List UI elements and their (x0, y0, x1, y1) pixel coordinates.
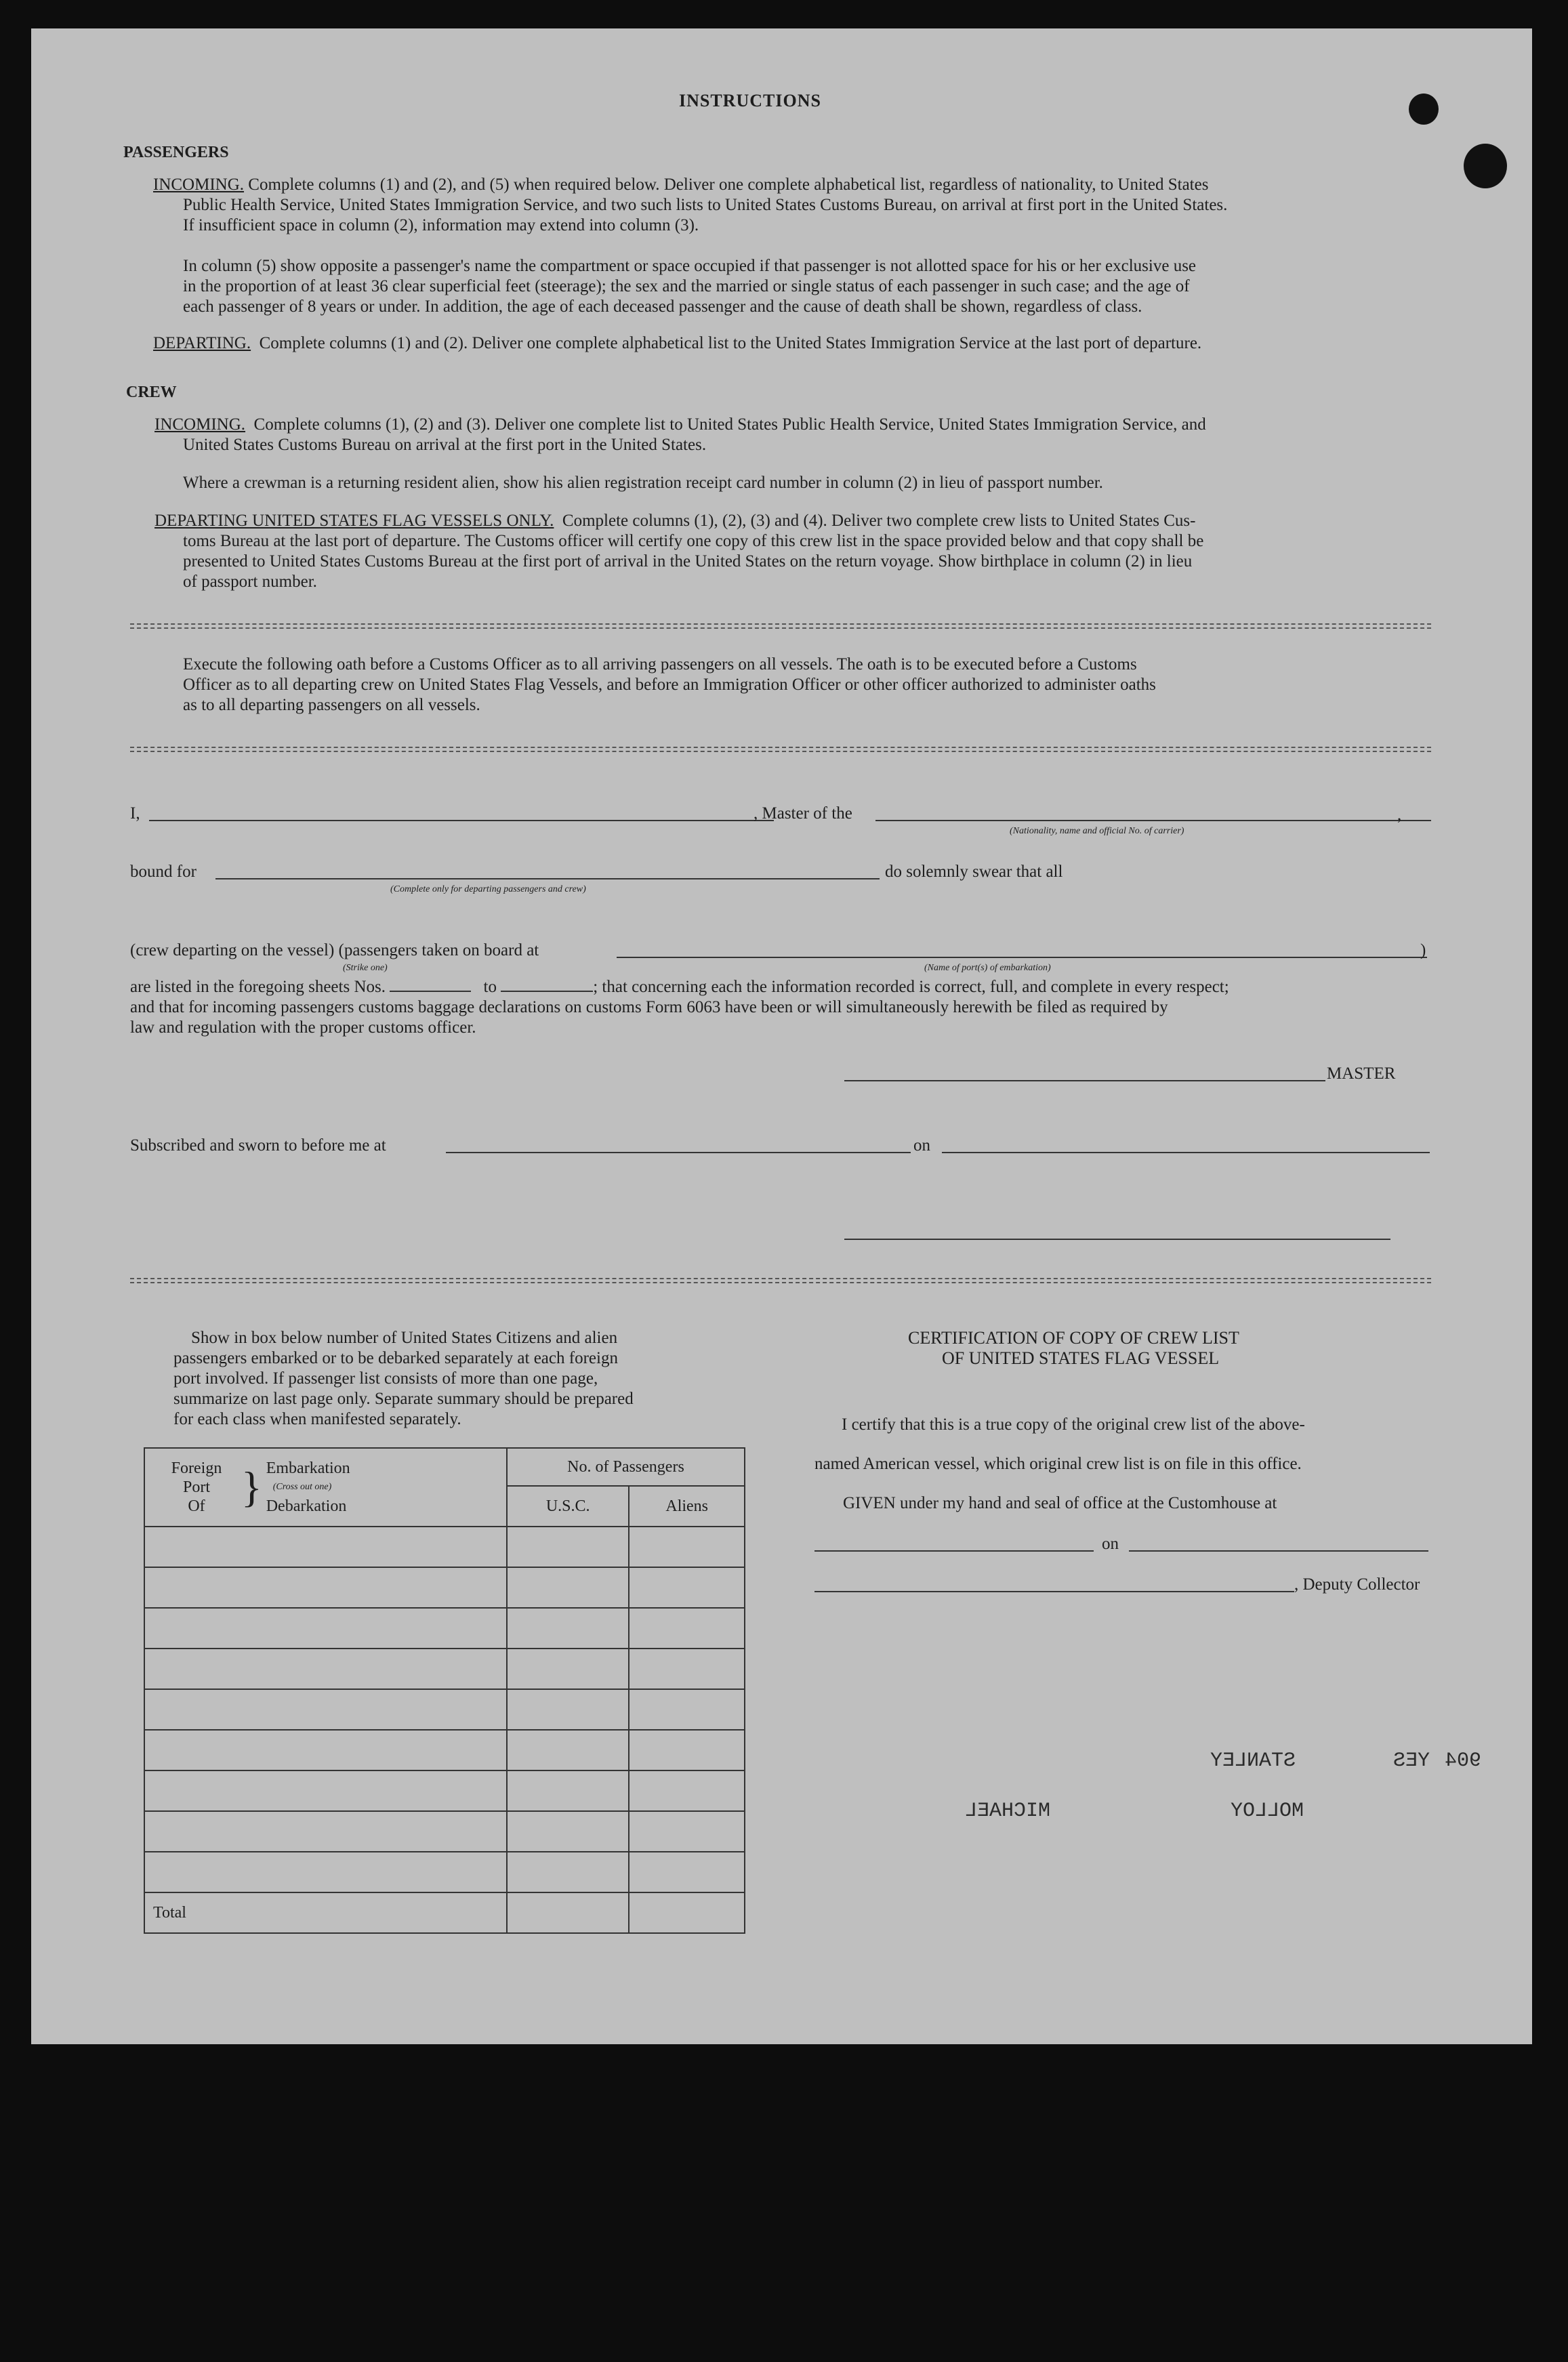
resident-alien-note: Where a crewman is a returning resident alien, show his alien registration receipt card number in column (2) in lieu of passport number. (183, 474, 1103, 492)
sheet-from-field[interactable] (390, 991, 471, 992)
bleed-row-number: 904 (1445, 1749, 1482, 1773)
incoming-label: INCOMING. (153, 175, 245, 194)
aliens-cell[interactable] (629, 1567, 745, 1608)
sworn-on-label: on (913, 1136, 930, 1155)
of-label: Of (188, 1497, 205, 1515)
document-page (31, 28, 1532, 2044)
summary-instr-line2: passengers embarked or to be debarked separately at each foreign (173, 1349, 618, 1367)
aliens-cell[interactable] (629, 1811, 745, 1852)
port-cell[interactable] (144, 1527, 507, 1567)
incoming-text: Complete columns (1) and (2), and (5) when required below. Deliver one complete alphabetical list, regardless of nationality, to United States (248, 175, 1209, 194)
crew-incoming-line1 (154, 415, 1206, 435)
ink-blot (1409, 94, 1439, 125)
port-cell[interactable] (144, 1649, 507, 1689)
table-row (144, 1730, 745, 1770)
table-row (144, 1567, 745, 1608)
listed-label: are listed in the foregoing sheets Nos. (130, 978, 386, 996)
passengers-incoming-line1 (153, 175, 1208, 195)
usc-total-cell[interactable] (507, 1892, 629, 1933)
aliens-total-cell[interactable] (629, 1892, 745, 1933)
sheet-to-field[interactable] (501, 991, 593, 992)
master-of-label: , Master of the (754, 804, 852, 823)
aliens-cell[interactable] (629, 1608, 745, 1649)
bound-for-label: bound for (130, 863, 197, 881)
to-label: to (483, 978, 497, 996)
bleed-first-name: MICHAEL (965, 1800, 1051, 1823)
debarkation-label: Debarkation (266, 1497, 347, 1515)
aliens-cell[interactable] (629, 1689, 745, 1730)
master-signature-field[interactable] (844, 1080, 1325, 1081)
aliens-cell[interactable] (629, 1527, 745, 1567)
port-label: Port (182, 1478, 210, 1496)
table-row (144, 1852, 745, 1892)
usc-cell[interactable] (507, 1730, 629, 1770)
listed-text: ; that concerning each the information recorded is correct, full, and complete in every respect; (593, 978, 1229, 996)
column5-line2: in the proportion of at least 36 clear superficial feet (steerage); the sex and the married or single status of each passenger in such case; and the age of (183, 277, 1190, 295)
usc-cell[interactable] (507, 1649, 629, 1689)
passenger-summary-table (144, 1447, 745, 1934)
crew-incoming-line2: United States Customs Bureau on arrival at the first port in the United States. (183, 436, 707, 454)
total-row (144, 1892, 745, 1933)
strike-note: (Strike one) (343, 963, 388, 973)
page-title: INSTRUCTIONS (679, 91, 821, 110)
oath-instructions-line3: as to all departing passengers on all vessels. (183, 696, 480, 714)
aliens-cell[interactable] (629, 1852, 745, 1892)
flag-vessels-line3: presented to United States Customs Bureau at the first port of arrival in the United States on the return voyage. Show birthplace in column (2) in lieu (183, 552, 1193, 571)
bleed-surname: STANLEY (1210, 1749, 1296, 1773)
certification-body-line1: I certify that this is a true copy of the original crew list of the above- (842, 1415, 1305, 1434)
sworn-date-field[interactable] (942, 1152, 1430, 1153)
total-label: Total (144, 1892, 507, 1933)
aliens-header: Aliens (629, 1486, 745, 1527)
passengers-incoming-line3: If insufficient space in column (2), information may extend into column (3). (183, 216, 699, 234)
brace: } (241, 1463, 262, 1511)
foreign-label: Foreign (171, 1459, 222, 1477)
oath-instructions-line1: Execute the following oath before a Customs Officer as to all arriving passengers on all vessels. The oath is to be executed before a Customs (183, 655, 1137, 674)
table-row (144, 1811, 745, 1852)
customhouse-field[interactable] (814, 1550, 1094, 1552)
law-line: law and regulation with the proper customs officer. (130, 1018, 476, 1037)
summary-instr-line3: port involved. If passenger list consists of more than one page, (173, 1369, 598, 1388)
crew-incoming-text: Complete columns (1), (2) and (3). Deliver one complete list to United States Public Health Service, United States Immigration Service, and (253, 415, 1206, 434)
port-cell[interactable] (144, 1811, 507, 1852)
table-row (144, 1770, 745, 1811)
sheets-line (130, 977, 1229, 997)
port-header-cell (144, 1448, 507, 1527)
aliens-cell[interactable] (629, 1770, 745, 1811)
certification-given: GIVEN under my hand and seal of office at the Customhouse at (843, 1494, 1277, 1512)
crew-heading: CREW (126, 384, 177, 401)
flag-vessels-label: DEPARTING UNITED STATES FLAG VESSELS ONLY. (154, 512, 554, 530)
carrier-note: (Nationality, name and official No. of carrier) (1010, 826, 1184, 836)
sworn-place-field[interactable] (446, 1152, 911, 1153)
divider (130, 627, 1431, 629)
close-paren: ) (1420, 941, 1426, 959)
master-name-field[interactable] (149, 820, 774, 821)
passengers-heading: PASSENGERS (123, 144, 229, 161)
divider (130, 747, 1431, 748)
usc-cell[interactable] (507, 1527, 629, 1567)
usc-cell[interactable] (507, 1608, 629, 1649)
usc-cell[interactable] (507, 1852, 629, 1892)
flag-vessels-line2: toms Bureau at the last port of departure. The Customs officer will certify one copy of this crew list in the space provided below and that copy shall be (183, 532, 1204, 550)
divider (130, 1278, 1431, 1279)
departing-label: DEPARTING. (153, 334, 251, 352)
port-cell[interactable] (144, 1770, 507, 1811)
subscribed-label: Subscribed and sworn to before me at (130, 1136, 386, 1155)
usc-cell[interactable] (507, 1770, 629, 1811)
port-note: (Name of port(s) of embarkation) (924, 963, 1051, 973)
certification-title-line1: CERTIFICATION OF COPY OF CREW LIST (908, 1328, 1239, 1348)
summary-instr-line1: Show in box below number of United States Citizens and alien (191, 1329, 618, 1347)
crew-departing-label: (crew departing on the vessel) (passengers taken on board at (130, 941, 539, 959)
usc-header: U.S.C. (507, 1486, 629, 1527)
certification-on-label: on (1102, 1535, 1119, 1553)
divider (130, 623, 1431, 625)
master-label: MASTER (1327, 1064, 1396, 1083)
table-row (144, 1527, 745, 1567)
table-row (144, 1608, 745, 1649)
column5-line3: each passenger of 8 years or under. In addition, the age of each deceased passenger and the cause of death shall be shown, regardless of class. (183, 297, 1142, 316)
summary-instr-line4: summarize on last page only. Separate summary should be prepared (173, 1390, 634, 1408)
certification-title-line2: OF UNITED STATES FLAG VESSEL (942, 1348, 1220, 1368)
ink-blot (1464, 144, 1507, 188)
oath-instructions-line2: Officer as to all departing crew on United States Flag Vessels, and before an Immigration Officer or other officer authorized to administer oaths (183, 676, 1156, 694)
certification-date-field[interactable] (1129, 1550, 1428, 1552)
bleed-yes: YES (1393, 1749, 1430, 1773)
flag-vessels-text: Complete columns (1), (2), (3) and (4). Deliver two complete crew lists to United States Cus- (562, 512, 1196, 530)
cross-out-note: (Cross out one) (272, 1482, 332, 1492)
table-row (144, 1649, 745, 1689)
passengers-departing (153, 333, 1201, 354)
port-cell[interactable] (144, 1608, 507, 1649)
usc-cell[interactable] (507, 1689, 629, 1730)
crew-incoming-label: INCOMING. (154, 415, 246, 434)
bleed-surname: MOLLOY (1231, 1800, 1304, 1823)
deputy-collector-label: , Deputy Collector (1294, 1575, 1420, 1594)
usc-cell[interactable] (507, 1811, 629, 1852)
oath-i-label: I, (130, 804, 140, 823)
baggage-line: and that for incoming passengers customs baggage declarations on customs Form 6063 have been or will simultaneously herewith be filed as required by (130, 998, 1168, 1016)
deputy-collector-signature[interactable] (814, 1591, 1294, 1592)
flag-vessels-line4: of passport number. (183, 573, 317, 591)
certification-body-line2: named American vessel, which original crew list is on file in this office. (814, 1455, 1302, 1473)
port-cell[interactable] (144, 1567, 507, 1608)
divider (130, 751, 1431, 752)
table-row (144, 1689, 745, 1730)
officer-signature-field[interactable] (844, 1239, 1390, 1240)
divider (130, 1282, 1431, 1283)
aliens-cell[interactable] (629, 1649, 745, 1689)
embarkation-label: Embarkation (266, 1459, 350, 1477)
swear-label: do solemnly swear that all (885, 863, 1063, 881)
no-passengers-header: No. of Passengers (507, 1448, 745, 1486)
flag-vessels-line1 (154, 511, 1195, 531)
oath-comma: , (1397, 806, 1402, 824)
bound-for-note: (Complete only for departing passengers and crew) (390, 884, 586, 894)
port-cell[interactable] (144, 1730, 507, 1770)
usc-cell[interactable] (507, 1567, 629, 1608)
departing-text: Complete columns (1) and (2). Deliver one complete alphabetical list to the United States Immigration Service at the last port of departure. (259, 334, 1202, 352)
summary-instr-line5: for each class when manifested separately. (173, 1410, 461, 1428)
column5-line1: In column (5) show opposite a passenger's name the compartment or space occupied if that passenger is not allotted space for his or her exclusive use (183, 257, 1197, 275)
passengers-incoming-line2: Public Health Service, United States Immigration Service, and two such lists to United States Customs Bureau, on arrival at first port in the United States. (183, 196, 1228, 214)
port-cell[interactable] (144, 1689, 507, 1730)
aliens-cell[interactable] (629, 1730, 745, 1770)
port-cell[interactable] (144, 1852, 507, 1892)
